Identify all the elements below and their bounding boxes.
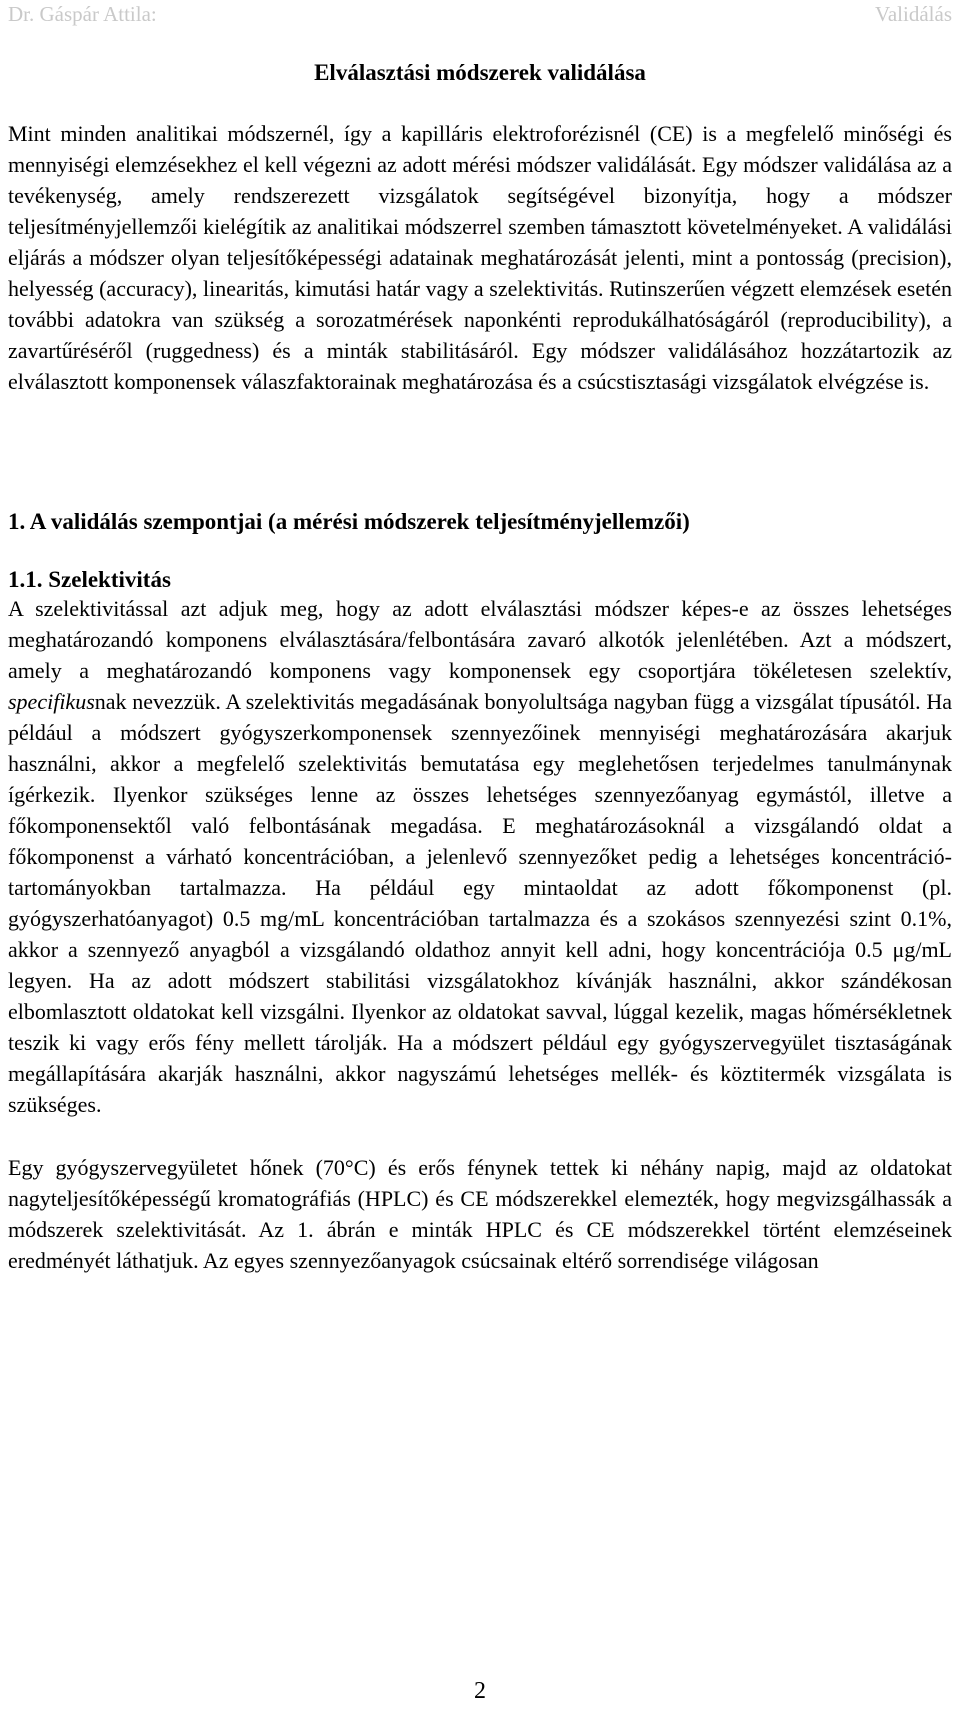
intro-paragraph: Mint minden analitikai módszernél, így a kapilláris elektroforézisnél (CE) is a megfelelő minőségi és mennyiségi elemzésekhez el kell végezni az adott mérési módszer validálását. Egy módszer validálása az a tevékenység, amely rendszerezett vizsgálatok segítségével bizonyítja, hogy a módszer teljesítményjellemzői kielégítik az analitikai módszerrel szemben támasztott követelményeket. A validálási eljárás a módszer olyan teljesítőképességi adatainak meghatározását jelenti, mint a pontosság (precision), helyesség (accuracy), linearitás, kimutási határ vagy a szelektivitás. Rutinszerűen végzett elemzések esetén további adatokra van szükség a sorozatmérések naponkénti reprodukálhatóságáról (reproducibility), a zavartűréséről (ruggedness) és a minták stabilitásáról. Egy módszer validálásához hozzátartozik az elválasztott komponensek válaszfaktorainak meghatározása és a csúcstisztasági vizsgálatok elvégzése is.	[8, 121, 952, 394]
selectivity-text-before: A szelektivitással azt adjuk meg, hogy az adott elválasztási módszer képes-e az összes lehetséges meghatározandó komponens elválasztására/felbontására zavaró alkotók jelenlétében. Azt a módszert, amely a meghatározandó komponens vagy komponensek egy csoportjára tökéletesen szelektív,	[8, 596, 952, 683]
selectivity-text-after: nak nevezzük. A szelektivitás megadásának bonyolultsága nagyban függ a vizsgálat típusától. Ha például a módszert gyógyszerkomponensek szennyezőinek mennyiségi meghatározására akarjuk használni, akkor a megfelelő szelektivitás bemutatása egy meglehetősen terjedelmes tanulmánynak ígérkezik. Ilyenkor szükséges lenne az összes lehetséges szennyezőanyag egymástól, illetve a főkomponensektől való felbontásának megadása. E meghatározásoknál a vizsgálandó oldat a főkomponenst a várható koncentrációban, a jelenlevő szennyezőket pedig a lehetséges koncentráció-tartományokban tartalmazza. Ha például egy mintaoldat az adott főkomponenst (pl. gyógyszerhatóanyagot) 0.5 mg/mL koncentrációban tartalmazza és a szokásos szennyezési szint 0.1%, akkor a szennyező anyagból a vizsgálandó oldathoz annyit kell adni, hogy koncentrációja 0.5 μg/mL legyen. Ha az adott módszert stabilitási vizsgálatokhoz kívánják használni, akkor szándékosan elbomlasztott oldatokat kell vizsgálni. Ilyenkor az oldatokat savval, lúggal kezelik, magas hőmérsékletnek teszik ki vagy erős fény mellett tárolják. Ha a módszert például egy gyógyszervegyület tisztaságának megállapítására akarják használni, akkor nagyszámú lehetséges mellék- és köztitermék vizsgálata is szükséges.	[8, 689, 952, 1117]
subsection-heading: 1.1. Szelektivitás	[8, 567, 171, 592]
selectivity-paragraph	[8, 593, 952, 1120]
document-title: Elválasztási módszerek validálása	[314, 60, 646, 85]
experiment-paragraph: Egy gyógyszervegyületet hőnek (70°C) és erős fénynek tettek ki néhány napig, majd az oldatokat nagyteljesítőképességű kromatográfiás (HPLC) és CE módszerekkel elemezték, hogy megvizsgálhassák a módszerek szelektivitását. Az 1. ábrán e minták HPLC és CE módszerekkel történt elemzéseinek eredményét láthatjuk. Az egyes szennyezőanyagok csúcsainak eltérő sorrendisége világosan	[8, 1155, 952, 1273]
page-number: 2	[474, 1678, 486, 1704]
section-heading: 1. A validálás szempontjai (a mérési módszerek teljesítményjellemzői)	[8, 509, 690, 534]
running-header	[8, 2, 952, 34]
selectivity-italic-term: specifikus	[8, 689, 95, 714]
header-topic: Validálás	[875, 2, 952, 26]
header-author: Dr. Gáspár Attila:	[8, 2, 157, 26]
